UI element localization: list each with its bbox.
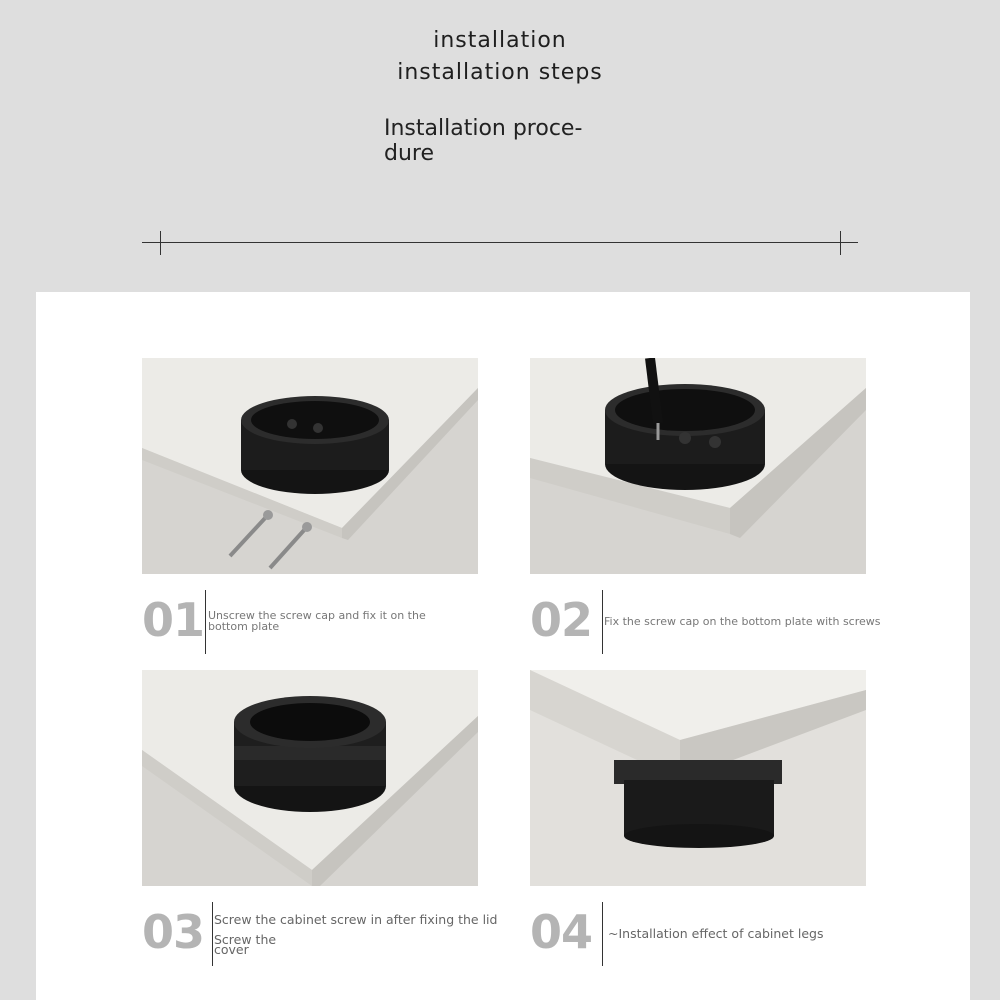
page-subtitle: installation steps: [397, 60, 603, 85]
content-panel: [36, 292, 970, 1000]
step-2-number: 02: [530, 593, 593, 647]
step-4: [530, 902, 930, 962]
step-1-photo: [142, 358, 478, 574]
step-2: [530, 590, 930, 650]
step-4-bar: [602, 902, 603, 966]
step-1-bar: [205, 590, 206, 654]
step-3-bar: [212, 902, 213, 966]
step-3-photo: [142, 670, 478, 886]
step-2-bar: [602, 590, 603, 654]
page-title: installation: [433, 28, 567, 53]
step-4-text: ~Installation effect of cabinet legs: [608, 926, 824, 941]
step-2-photo: [530, 358, 866, 574]
page-heading: Installation proce- dure: [384, 116, 583, 166]
divider-tick-right: [840, 231, 841, 255]
header-divider: [142, 242, 858, 243]
divider-tick-left: [160, 231, 161, 255]
step-1: [142, 590, 472, 650]
step-3: [142, 902, 522, 962]
step-3-number: 03: [142, 905, 205, 959]
step-1-text: Unscrew the screw cap and fix it on the bottom plate: [208, 609, 426, 633]
step-3-text-extra: Screw the cover: [214, 932, 277, 957]
step-2-text: Fix the screw cap on the bottom plate with screws: [604, 615, 881, 628]
step-4-number: 04: [530, 905, 593, 959]
step-4-photo: [530, 670, 866, 886]
step-1-number: 01: [142, 593, 205, 647]
step-3-text: Screw the cabinet screw in after fixing the lid: [214, 912, 498, 927]
